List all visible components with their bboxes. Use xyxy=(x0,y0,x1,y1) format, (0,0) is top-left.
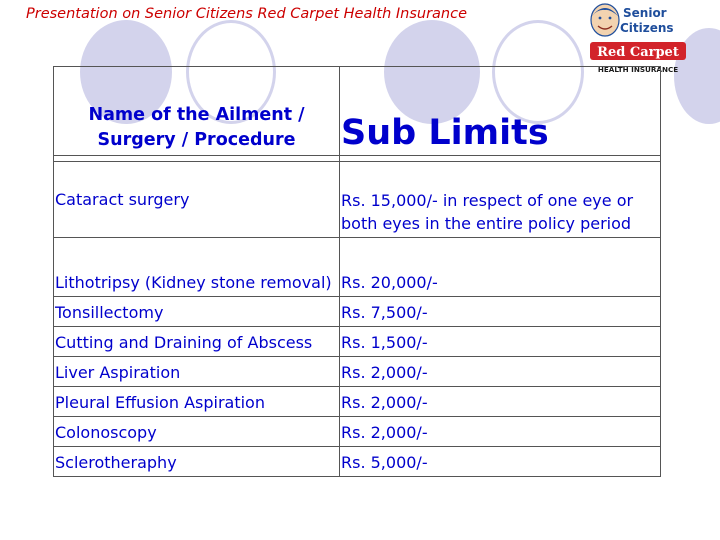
limit-cell: Rs. 20,000/- xyxy=(340,238,661,297)
table-row xyxy=(54,447,661,477)
ailment-cell: Sclerotheraphy xyxy=(54,447,340,477)
column-header-ailment: Name of the Ailment / Surgery / Procedure xyxy=(54,67,340,156)
logo-text-red-carpet: Red Carpet xyxy=(597,45,679,60)
logo-text-citizens: Citizens xyxy=(620,21,674,35)
senior-citizens-red-carpet-logo xyxy=(588,2,688,76)
table-row xyxy=(54,297,661,327)
limit-cell: Rs. 5,000/- xyxy=(340,447,661,477)
limit-cell: Rs. 7,500/- xyxy=(340,297,661,327)
table-row xyxy=(54,357,661,387)
ailment-cell: Cataract surgery xyxy=(54,162,340,238)
column-header-sub-limits: Sub Limits xyxy=(340,67,661,156)
sub-limits-table xyxy=(53,66,661,477)
table-header-row xyxy=(54,67,661,156)
table-row xyxy=(54,417,661,447)
logo-text-senior: Senior xyxy=(623,6,667,20)
logo-text-health-insurance: HEALTH INSURANCE xyxy=(597,65,679,74)
table-row xyxy=(54,327,661,357)
limit-cell: Rs. 2,000/- xyxy=(340,417,661,447)
table-row xyxy=(54,238,661,297)
presentation-title: Presentation on Senior Citizens Red Carpet Health Insurance xyxy=(26,6,468,22)
table-row xyxy=(54,387,661,417)
ailment-cell: Pleural Effusion Aspiration xyxy=(54,387,340,417)
limit-cell: Rs. 2,000/- xyxy=(340,387,661,417)
ailment-cell: Lithotripsy (Kidney stone removal) xyxy=(54,238,340,297)
table-row xyxy=(54,162,661,238)
ailment-cell: Colonoscopy xyxy=(54,417,340,447)
ailment-cell: Tonsillectomy xyxy=(54,297,340,327)
ailment-cell: Liver Aspiration xyxy=(54,357,340,387)
limit-cell: Rs. 15,000/- in respect of one eye or both eyes in the entire policy period xyxy=(340,162,661,238)
limit-cell: Rs. 1,500/- xyxy=(340,327,661,357)
ailment-cell: Cutting and Draining of Abscess xyxy=(54,327,340,357)
limit-cell: Rs. 2,000/- xyxy=(340,357,661,387)
